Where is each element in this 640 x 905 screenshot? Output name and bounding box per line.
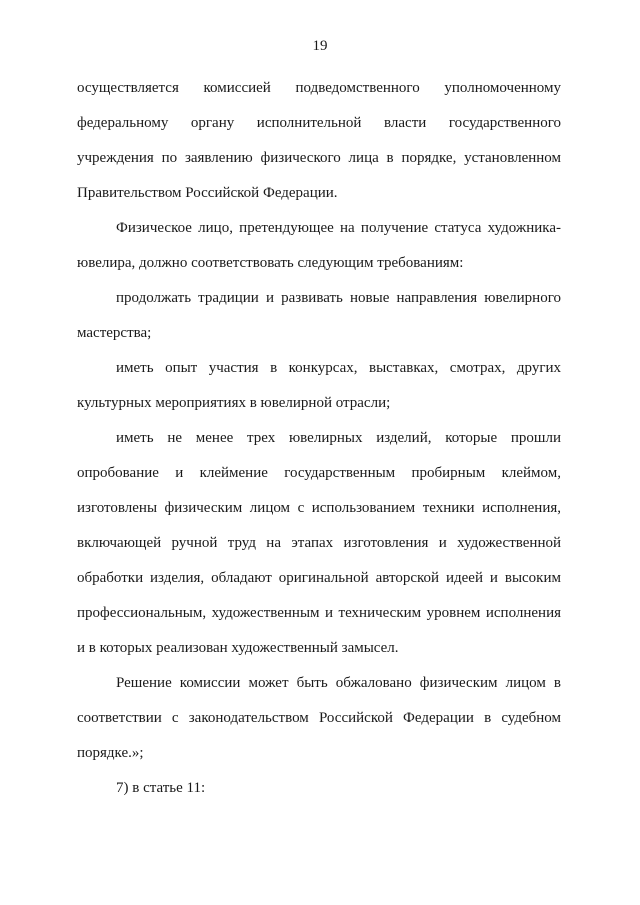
paragraph-article-11: 7) в статье 11: [116,780,206,796]
page-number: 19 [312,38,328,54]
paragraph-requirements-intro: Физическое лицо, претендующее на получение статуса художника-ювелира, должно соответствовать следующим требованиям: [77,220,561,271]
document-body [77,71,561,806]
paragraph-continuation: осуществляется комиссией подведомственного уполномоченному федеральному органу исполнительной власти государственного учреждения по заявлению физического лица в порядке, установленном Правительством Российской Федерации. [77,80,561,201]
paragraph-requirement-2: иметь опыт участия в конкурсах, выставках, смотрах, других культурных мероприятиях в ювелирной отрасли; [77,360,561,411]
paragraph-requirement-3: иметь не менее трех ювелирных изделий, которые прошли опробование и клеймение государственным пробирным клеймом, изготовлены физическим лицом с использованием техники исполнения, включающей ручной труд на этапах изготовления и художественной обработки изделия, обладают оригинальной авторской идеей и высоким профессиональным, художественным и техническим уровнем исполнения и в которых реализован художественный замысел. [77,430,561,656]
paragraph-requirement-1: продолжать традиции и развивать новые направления ювелирного мастерства; [77,290,561,341]
paragraph-appeal: Решение комиссии может быть обжаловано физическим лицом в соответствии с законодательством Российской Федерации в судебном порядке.»; [77,675,561,761]
